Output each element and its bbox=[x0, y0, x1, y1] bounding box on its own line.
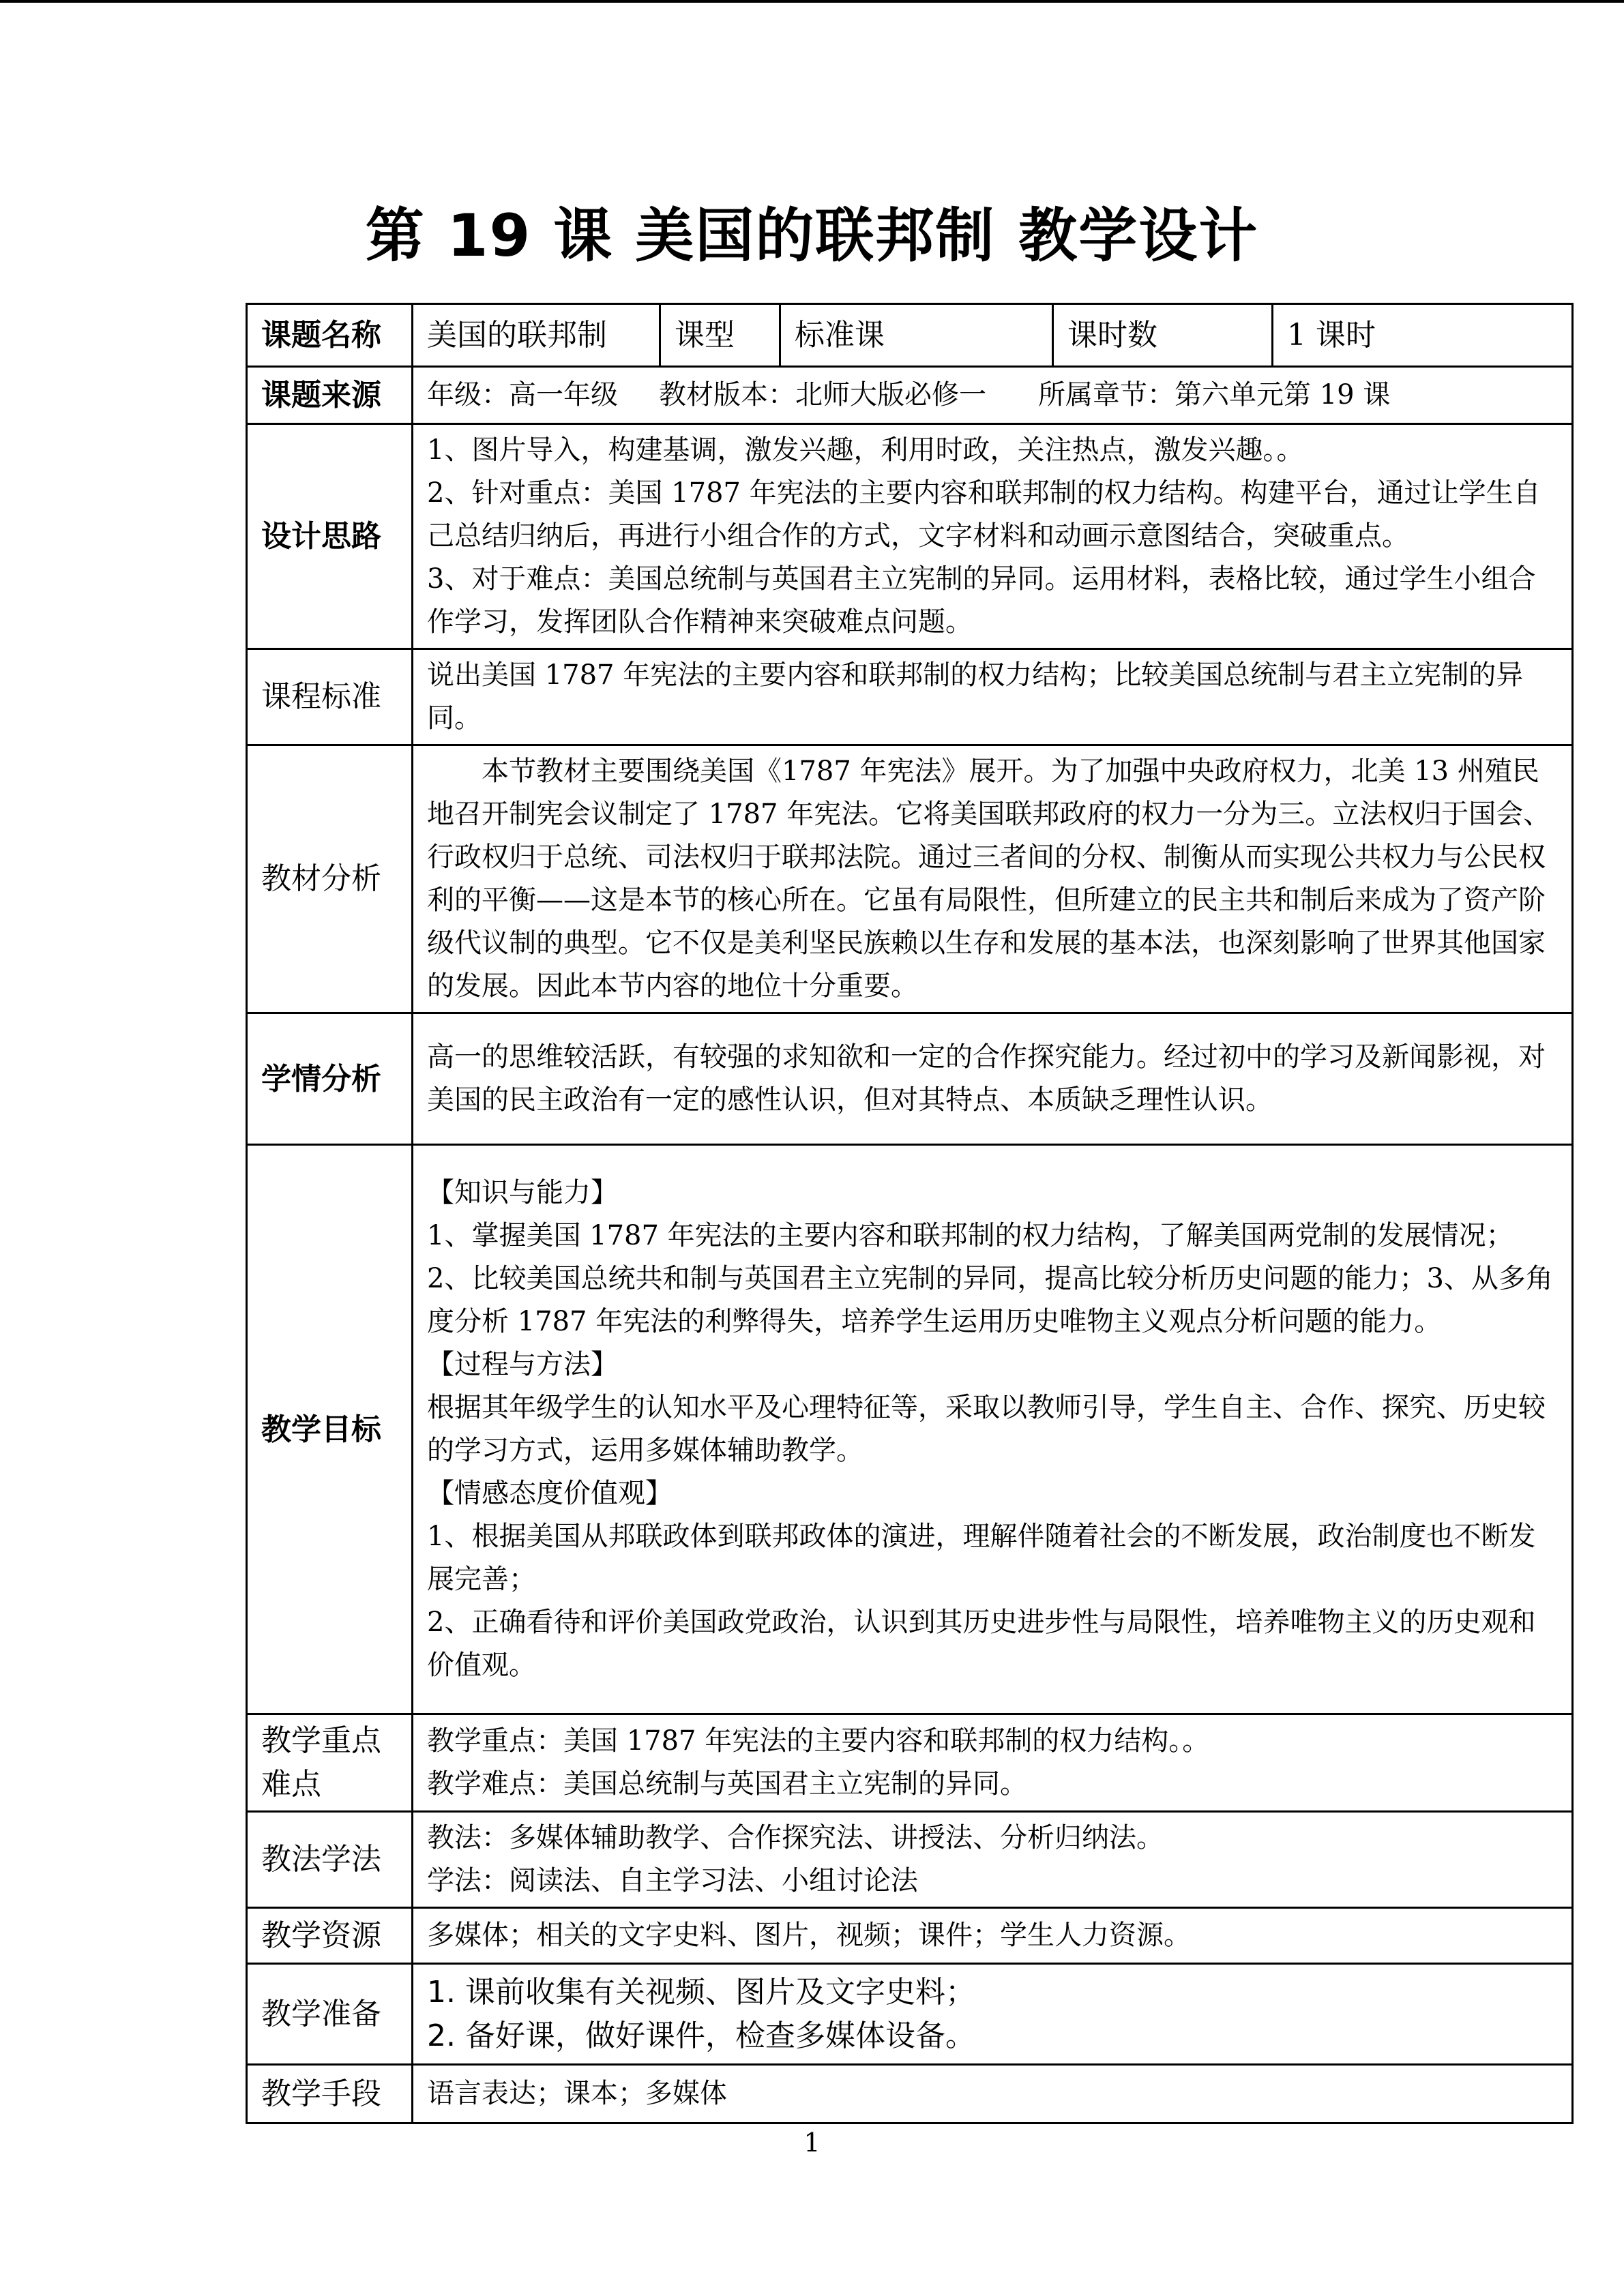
label-topic-name: 课题名称 bbox=[247, 304, 413, 367]
key-point-text: 教学重点：美国 1787 年宪法的主要内容和联邦制的权力结构。。 bbox=[427, 1725, 1210, 1757]
value-curriculum-standard: 说出美国 1787 年宪法的主要内容和联邦制的权力结构；比较美国总统制与君主立宪制的异同。 bbox=[413, 649, 1573, 745]
value-design-idea bbox=[413, 424, 1573, 649]
learning-method: 学法：阅读法、自主学习法、小组讨论法 bbox=[427, 1865, 918, 1896]
difficult-point-text: 教学难点：美国总统制与英国君主立宪制的异同。 bbox=[427, 1768, 1027, 1800]
value-methods bbox=[413, 1812, 1573, 1908]
row-teaching-means bbox=[247, 2065, 1573, 2123]
value-material-analysis bbox=[413, 745, 1573, 1013]
value-class-hours: 1 课时 bbox=[1273, 304, 1573, 367]
label-resources: 教学资源 bbox=[247, 1908, 413, 1964]
row-design-idea bbox=[247, 424, 1573, 649]
goals-process-1: 根据其年级学生的认知水平及心理特征等，采取以教师引导，学生自主、合作、探究、历史较的学习方式，运用多媒体辅助教学。 bbox=[427, 1392, 1546, 1466]
design-line-2: 2、针对重点：美国 1787 年宪法的主要内容和联邦制的权力结构。构建平台，通过让学生自己总结归纳后，再进行小组合作的方式，文字材料和动画示意图结合，突破重点。 bbox=[427, 477, 1541, 552]
row-topic-source bbox=[247, 367, 1573, 424]
row-curriculum-standard bbox=[247, 649, 1573, 745]
goals-heading-process: 【过程与方法】 bbox=[427, 1349, 618, 1380]
title-main: 第 19 课 美国的联邦制 bbox=[365, 202, 996, 270]
label-teaching-means: 教学手段 bbox=[247, 2065, 413, 2123]
value-topic-name: 美国的联邦制 bbox=[413, 304, 660, 367]
value-key-points bbox=[413, 1714, 1573, 1812]
goals-emotion-2: 2、正确看待和评价美国政党政治，认识到其历史进步性与局限性，培养唯物主义的历史观和价值观。 bbox=[427, 1607, 1536, 1681]
label-class-hours: 课时数 bbox=[1053, 304, 1273, 367]
goals-heading-emotion: 【情感态度价值观】 bbox=[427, 1478, 673, 1509]
value-resources: 多媒体；相关的文字史料、图片，视频；课件；学生人力资源。 bbox=[413, 1908, 1573, 1964]
label-key-points: 教学重点难点 bbox=[247, 1714, 413, 1812]
source-edition: 教材版本：北师大版必修一 bbox=[659, 379, 986, 411]
value-topic-source bbox=[413, 367, 1573, 424]
label-topic-source: 课题来源 bbox=[247, 367, 413, 424]
document-title bbox=[0, 195, 1624, 277]
source-chapter: 所属章节：第六单元第 19 课 bbox=[1038, 379, 1391, 411]
label-material-analysis: 教材分析 bbox=[247, 745, 413, 1013]
goals-emotion-1: 1、根据美国从邦联政体到联邦政体的演进，理解伴随着社会的不断发展，政治制度也不断发展完善； bbox=[427, 1521, 1536, 1595]
row-teaching-goals bbox=[247, 1145, 1573, 1714]
row-material-analysis bbox=[247, 745, 1573, 1013]
label-teaching-goals: 教学目标 bbox=[247, 1145, 413, 1714]
row-resources bbox=[247, 1908, 1573, 1964]
page-number: 1 bbox=[803, 2128, 821, 2158]
title-sub: 教学设计 bbox=[1018, 202, 1259, 270]
top-border-line bbox=[0, 0, 1624, 3]
value-lesson-type: 标准课 bbox=[780, 304, 1053, 367]
goals-knowledge-2: 2、比较美国总统共和制与英国君主立宪制的异同，提高比较分析历史问题的能力；3、从多角度分析 1787 年宪法的利弊得失，培养学生运用历史唯物主义观点分析问题的能力。 bbox=[427, 1263, 1553, 1337]
design-line-3: 3、对于难点：美国总统制与英国君主立宪制的异同。运用材料，表格比较，通过学生小组合作学习，发挥团队合作精神来突破难点问题。 bbox=[427, 563, 1536, 638]
row-topic-name bbox=[247, 304, 1573, 367]
design-line-1: 1、图片导入，构建基调，激发兴趣，利用时政，关注热点，激发兴趣。。 bbox=[427, 434, 1304, 466]
value-teaching-means: 语言表达；课本；多媒体 bbox=[413, 2065, 1573, 2123]
row-key-points bbox=[247, 1714, 1573, 1812]
goals-knowledge-1: 1、掌握美国 1787 年宪法的主要内容和联邦制的权力结构，了解美国两党制的发展情况； bbox=[427, 1220, 1514, 1251]
value-preparation bbox=[413, 1964, 1573, 2065]
row-preparation bbox=[247, 1964, 1573, 2065]
label-lesson-type: 课型 bbox=[660, 304, 780, 367]
teaching-method: 教法：多媒体辅助教学、合作探究法、讲授法、分析归纳法。 bbox=[427, 1822, 1164, 1853]
preparation-line-1: 1. 课前收集有关视频、图片及文字史料； bbox=[427, 1974, 975, 2010]
label-curriculum-standard: 课程标准 bbox=[247, 649, 413, 745]
row-student-analysis bbox=[247, 1013, 1573, 1145]
value-teaching-goals bbox=[413, 1145, 1573, 1714]
goals-heading-knowledge: 【知识与能力】 bbox=[427, 1177, 618, 1208]
lesson-plan-table bbox=[246, 303, 1574, 2124]
preparation-line-2: 2. 备好课，做好课件，检查多媒体设备。 bbox=[427, 2018, 975, 2053]
label-student-analysis: 学情分析 bbox=[247, 1013, 413, 1145]
value-student-analysis: 高一的思维较活跃，有较强的求知欲和一定的合作探究能力。经过初中的学习及新闻影视，对美国的民主政治有一定的感性认识，但对其特点、本质缺乏理性认识。 bbox=[413, 1013, 1573, 1145]
label-design-idea: 设计思路 bbox=[247, 424, 413, 649]
material-analysis-text: 本节教材主要围绕美国《1787 年宪法》展开。为了加强中央政府权力，北美 13 州殖民地召开制宪会议制定了 1787 年宪法。它将美国联邦政府的权力一分为三。立法权归于国会、行政权归于总统、司法权归于联邦法院。通过三者间的分权、制衡从而实现公共权力与公民权利的平衡——这是本节的核心所在。它虽有局限性，但所建立的民主共和制后来成为了资产阶级代议制的典型。它不仅是美利坚民族赖以生存和发展的基本法，也深刻影响了世界其他国家的发展。因此本节内容的地位十分重要。 bbox=[427, 756, 1551, 1002]
label-preparation: 教学准备 bbox=[247, 1964, 413, 2065]
row-methods bbox=[247, 1812, 1573, 1908]
label-methods: 教法学法 bbox=[247, 1812, 413, 1908]
source-grade: 年级：高一年级 bbox=[427, 379, 618, 411]
